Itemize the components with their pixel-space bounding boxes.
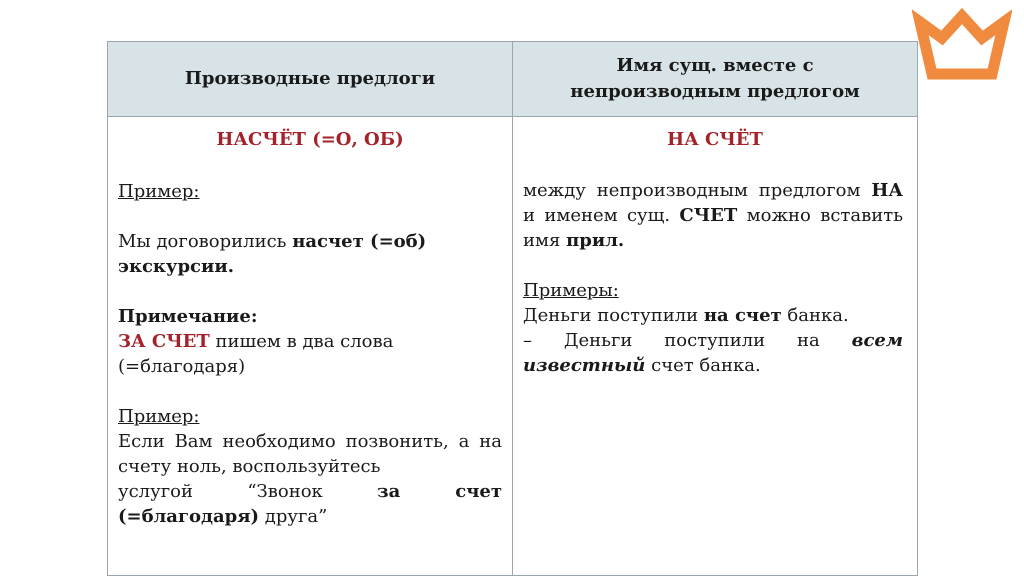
right-ex2-a: – Деньги поступили на — [523, 330, 852, 351]
desc-na: НА — [871, 180, 903, 201]
header-left-text: Производные предлоги — [184, 68, 436, 89]
desc-part2: и именем сущ. — [523, 205, 680, 226]
note-red: ЗА СЧЕТ — [118, 331, 210, 352]
right-description — [523, 178, 907, 253]
right-cell — [513, 117, 918, 576]
example1-plain: Мы договорились — [118, 231, 293, 252]
note-label: Примечание: — [118, 306, 258, 327]
right-example1 — [523, 303, 907, 328]
note-text — [118, 329, 502, 379]
right-title: НА СЧЁТ — [667, 129, 763, 150]
right-ex1-c: банка. — [781, 305, 849, 326]
example2-end: друга” — [259, 506, 328, 527]
right-ex2-b: всем известный — [523, 330, 903, 376]
left-cell — [108, 117, 513, 576]
content-row — [108, 117, 918, 576]
desc-part1: между непроизводным предлогом — [523, 180, 872, 201]
example1-text — [118, 229, 502, 279]
header-right-line1: Имя сущ. вместе с — [616, 55, 814, 76]
header-left — [108, 42, 513, 117]
example2-quote-start: услугой “Звонок — [118, 481, 378, 502]
example2-line3 — [118, 479, 502, 504]
desc-schet: СЧЕТ — [679, 205, 738, 226]
example2-line1: Если Вам необходимо позвонить, а на счету ноль, воспользуйтесь — [118, 431, 502, 477]
example1-bold: насчет (=об) экскурсии. — [118, 231, 427, 277]
header-row — [108, 42, 918, 117]
example2-bold2: (=благодаря) — [118, 506, 260, 527]
right-example2 — [523, 328, 907, 378]
example2-label: Пример: — [118, 406, 200, 427]
header-right — [513, 42, 918, 117]
desc-pril: прил. — [566, 230, 625, 251]
desc-part3: можно вставить имя — [523, 205, 903, 251]
examples-label: Примеры: — [523, 280, 619, 301]
right-ex2-c: счет банка. — [645, 355, 761, 376]
right-ex1-b: на счет — [703, 305, 782, 326]
left-title: НАСЧЁТ (=О, ОБ) — [216, 129, 404, 150]
example2-bold1: за счет — [377, 481, 502, 502]
example2-line4 — [118, 504, 502, 529]
comparison-table — [107, 41, 918, 576]
note-plain: пишем в два слова (=благодаря) — [118, 331, 394, 377]
right-ex1-a: Деньги поступили — [523, 305, 704, 326]
example1-label: Пример: — [118, 181, 200, 202]
header-right-line2: непроизводным предлогом — [570, 81, 860, 102]
crown-logo-icon — [912, 8, 1012, 84]
